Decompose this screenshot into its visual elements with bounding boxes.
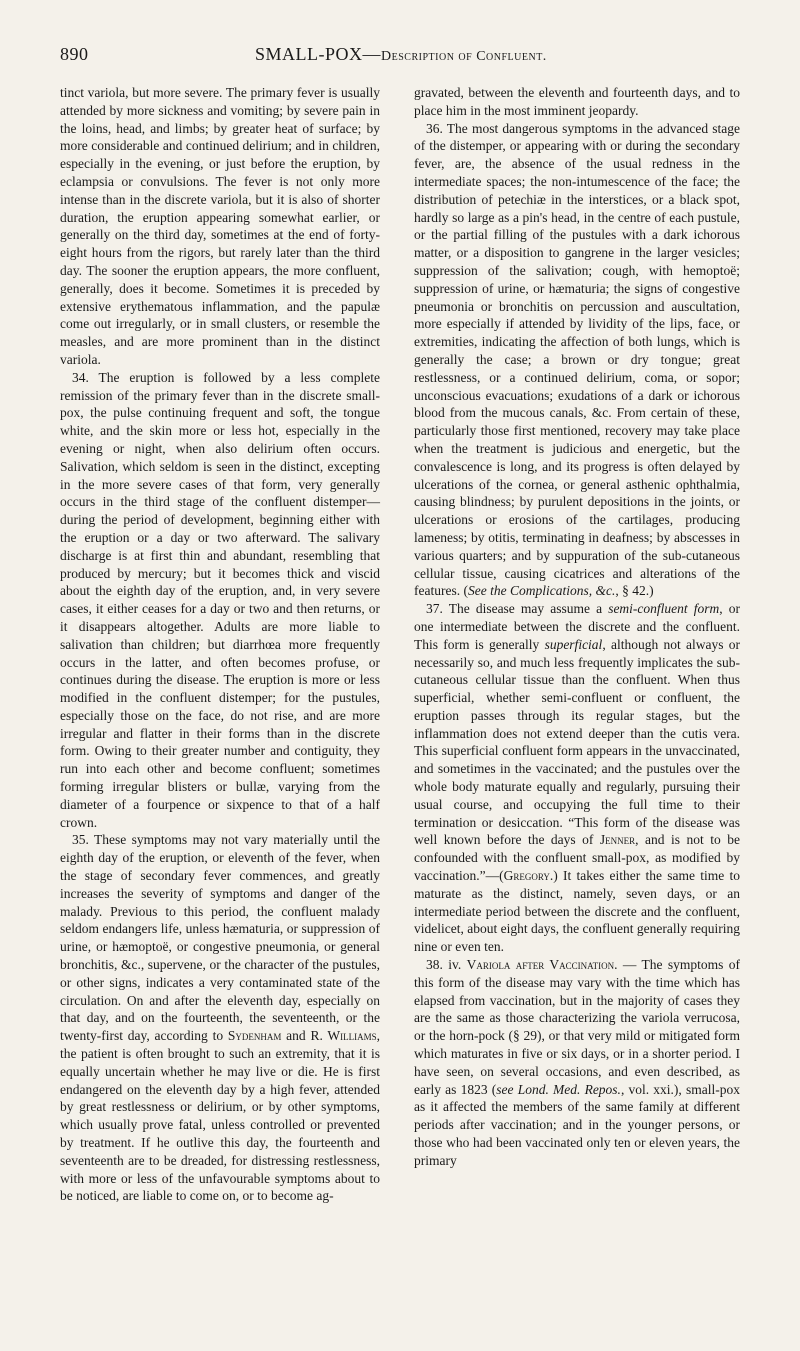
paragraph-36-text-a: 36. The most dangerous symptoms in the advanced stage of the distemper, or appearing with or during the secondary fever, are, the absence of the usual redness in the intermediate spaces; the non-intumescence of the face; the distribution of petechiæ in the interstices, or a black spot, hardly so large as a pin's head, in the centre of each pustule, or the partial filling of the pustules with a dark ichorous matter, or a disposition to gangrene in the larger vesicles; suppression of the salivation; cough, with hemoptoë; suppression of urine, or hæmaturia; the signs of congestive pneumonia or bronchitis on percussion and auscultation, more especially if attended by lividity of the lips, face, or extremities, indicating the affection of both lungs, which is generally the case; a brown or dry tongue; great restlessness, or a continued delirium, coma, or sopor; unconscious evacuations; exudations of a dark or ichorous blood from the mucous canals, &c. From certain of these, particularly those first mentioned, recovery may take place when the treatment is judicious and energetic, but the convalescence is long, and its progress is often delayed by ulcerations of the cornea, or general asthenic ophthalmia, causing blindness; by purulent depositions in the joints, or ulcerations or erosions of the cartilages, producing lameness; by otitis, terminating in deafness; by abscesses in various quarters; and by suppuration of the sub-cutaneous cellular tissue, causing cicatrices and alterations of the features. (	[414, 120, 740, 599]
page-number: 890	[60, 44, 89, 64]
cross-reference-complications: See the Complications, &c.	[467, 583, 616, 599]
section-title-variola-after-vaccination: Variola after Vaccination.	[466, 957, 618, 973]
paragraph-35	[60, 831, 380, 1205]
paragraph-38-number: 38. iv.	[426, 957, 467, 973]
paragraph-intro-continuation: tinct variola, but more severe. The primary fever is usually attended by more sickness and vomiting; by severe pain in the loins, head, and limbs; by greater heat of surface; by more considerable and continued delirium; and in children, especially in the evening, or just before the eruption, by eclampsia or convulsions. The fever is not only more intense than in the discrete variola, but it is also of shorter duration, the eruption appearing somewhat earlier, or generally on the third day, sometimes at the end of forty-eight hours from the rigors, but rarely later than the third day. The sooner the eruption appears, the more confluent, generally, does it become. Sometimes it is preceded by extensive erythematous inflammation, and the papulæ come out irregularly, or in small clusters, or resemble the measles, and are more prominent than in the distinct variola.	[60, 85, 380, 367]
running-head-main: SMALL-POX—	[255, 44, 382, 64]
left-column	[60, 84, 380, 1205]
paragraph-37-text-a: 37. The disease may assume a	[426, 601, 609, 617]
paragraph-35-text-a: 35. These symptoms may not vary materially until the eighth day of the eruption, or eleventh of the fever, when the stage of secondary fever commences, and greatly increases the severity of symptoms and danger of the malady. Previous to this period, the confluent malady seldom endangers life, unless hæmaturia, or suppression of urine, or hæmoptoë, or congestive pneumonia, or general bronchitis, &c., supervene, or the character of the pustules, or other signs, indicates a very contaminated state of the circulation. On and after the eleventh day, especially on that day, and on the fourteenth, the seventeenth, or the twenty-first day, according to	[60, 832, 380, 1044]
paragraph-35-continuation: gravated, between the eleventh and fourteenth days, and to place him in the most imminent jeopardy.	[414, 85, 740, 118]
term-superficial: superficial	[544, 636, 603, 652]
paragraph-37-text-e: .) It takes either the same time to maturate as the distinct, namely, seven days, or an intermediate period between the discrete and the confluent, videlicet, about eight days, the confluent generally requiring nine or even ten.	[414, 868, 740, 955]
paragraph-35-and: and	[281, 1028, 311, 1044]
paragraph-38	[414, 956, 740, 1170]
paragraph-38-text-b: , vol. xxi.), small-pox as it affected the members of the same family at different periods after vaccination; and in the younger persons, or those who had been vaccinated only ten or eleven years, the primary	[414, 1081, 740, 1168]
paragraph-37-text-c: , although not always or necessarily so, and much less frequently implicates the sub-cutaneous cellular tissue than the confluent. When thus superficial, whether semi-confluent or confluent, the eruption passes through its regular stages, but the inflammation does not extend deeper than the cutis vera. This superficial confluent form appears in the unvaccinated, and sometimes in the vaccinated; and the pustules over the whole body maturate equally and regularly, pursuing their usual course, and occupying the full time to their termination or desiccation. “This form of the disease was well known before the days of	[414, 636, 740, 848]
paragraph-37-text-b: , or one intermediate between the discrete and the confluent. This form is generally	[414, 601, 741, 652]
author-sydenham: Sydenham	[227, 1028, 282, 1044]
paragraph-34: 34. The eruption is followed by a less complete remission of the primary fever than in the discrete small-pox, the pulse continuing frequent and soft, the tongue white, and the skin more or less hot, especially in the evening or night, when also delirium often occurs. Salivation, which seldom is seen in the distinct, excepting in the more severe cases of that form, very generally occurs in the third stage of the confluent distemper—during the period of development, beginning either with the eruption or a day or two afterward. The salivary discharge is at first thin and abundant, resembling that produced by mercury; but it becomes thick and viscid about the eighth day of the eruption, and, in very severe cases, it either ceases for a day or two and then returns, or it disappears altogether. Adults are more liable to salivation than children; but diarrhœa more frequently occurs in the latter, and often becomes profuse, or continues during the disease. The eruption is more or less modified in the confluent distemper; for the pustules, especially those on the face, do not rise, and are more irregular and flatter in their forms than in the discrete form. Owing to their greater number and contiguity, they run into each other and become confluent; sometimes forming irregular blisters or bullæ, varying from the diameter of a fourpence or sixpence to that of a half crown.	[60, 369, 380, 830]
right-column	[414, 84, 740, 1170]
term-semi-confluent: semi-confluent form	[608, 601, 720, 617]
paragraph-35-text-b: , the patient is often brought to such an extremity, that it is equally uncertain whether he may live or die. He is first endangered on the eleventh day by a high fever, attended by great restlessness or delirium, or by other symptoms, which usually prove fatal, unless controlled or prevented by treatment. If he outlive this day, the fourteenth and seventeenth are to be dreaded, for distressing restlessness, with more or less of the unfavourable symptoms about to be noticed, are liable to come on, or to become ag-	[60, 1028, 380, 1204]
paragraph-36-text-b: , § 42.)	[615, 583, 654, 599]
paragraph-37	[414, 600, 740, 956]
running-head	[255, 44, 547, 65]
cross-reference-london-medical-repository: see Lond. Med. Repos.	[496, 1081, 621, 1097]
paragraph-37-text-d: , and is not to be confounded with the confluent small-pox, as modified by vaccination.”—(	[414, 832, 740, 884]
author-gregory: Gregory	[503, 868, 550, 884]
paragraph-36	[414, 120, 740, 601]
author-jenner: Jenner	[599, 832, 636, 848]
page-header	[60, 44, 720, 68]
running-head-subtitle: Description of Confluent.	[381, 49, 547, 64]
paragraph-38-text-a: — The symptoms of this form of the disease may vary with the time which has elapsed from vaccination, but in the majority of cases they are the same as those characterizing the variola verrucosa, or the horn-pock (§ 29), or that very mild or mitigated form which maturates in five or six days, or in a shorter period. I have seen, on several occasions, and even described, as early as 1823 (	[414, 957, 740, 1097]
author-williams: R. Williams	[310, 1028, 377, 1044]
